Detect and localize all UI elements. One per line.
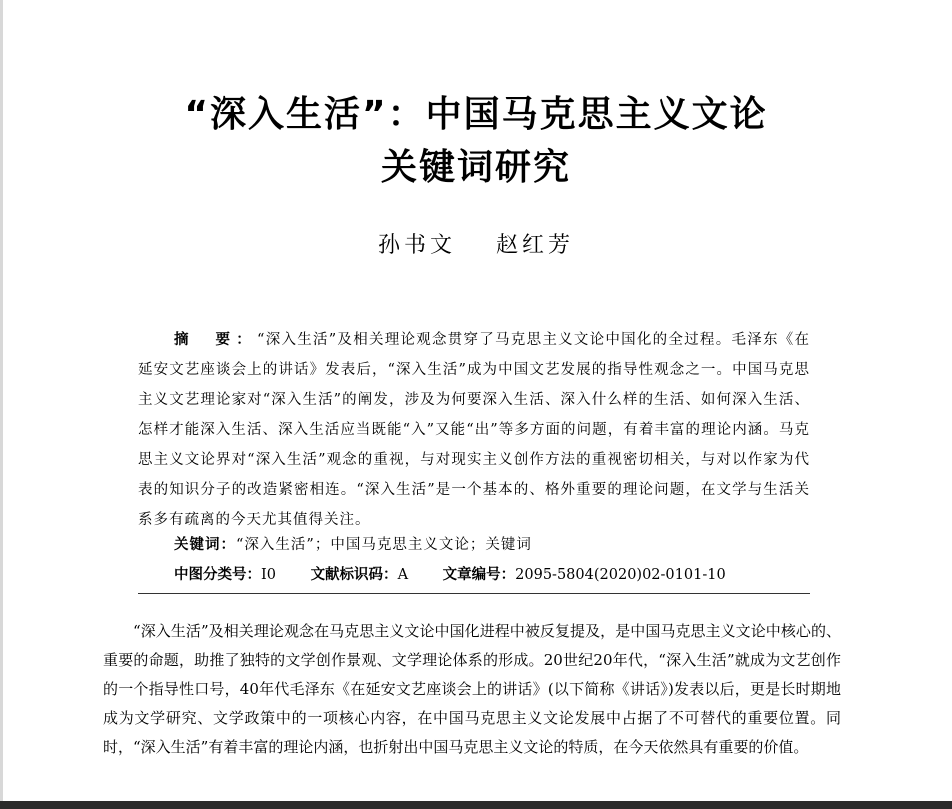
article-number-value: 2095-5804(2020)02-0101-10 — [515, 567, 726, 583]
divider — [138, 593, 810, 594]
article-number-label: 文章编号： — [442, 567, 516, 583]
abstract — [138, 325, 810, 535]
body-paragraph: “深入生活”及相关理论观念在马克思主义文论中国化进程中被反复提及，是中国马克思主义文论中核心的、重要的命题，助推了独特的文学创作景观、文学理论体系的形成。20世纪20年代，“深入生活”就成为文艺创作的一个指导性口号，40年代毛泽东《在延安文艺座谈会上的讲话》(以下简称《讲话》)发表以后，更是长时期地成为文学研究、文学政策中的一项核心内容，在中国马克思主义文论发展中占据了不可替代的重要位置。同时，“深入生活”有着丰富的理论内涵，也折射出中国马克思主义文论的特质，在今天依然具有重要的价值。 — [103, 622, 841, 756]
classification-line — [174, 560, 814, 590]
keywords-text: “深入生活”；中国马克思主义文论；关键词 — [236, 537, 532, 553]
keywords-label: 关键词： — [174, 537, 236, 553]
clc-label: 中图分类号： — [174, 567, 261, 583]
author-name: 赵红芳 — [496, 233, 575, 258]
title-line-1: “深入生活”：中国马克思主义文论 — [184, 94, 768, 135]
author-name: 孙书文 — [377, 233, 456, 258]
title-line-2: 关键词研究 — [380, 147, 571, 188]
author-list — [0, 228, 952, 259]
doc-code-label: 文献标识码： — [310, 567, 398, 583]
keywords — [174, 530, 814, 560]
abstract-label: 摘 要： — [174, 332, 258, 348]
clc-value: I0 — [261, 567, 276, 583]
viewer-bottom-bar — [0, 801, 952, 809]
doc-code-value: A — [397, 567, 409, 583]
abstract-text: “深入生活”及相关理论观念贯穿了马克思主义文论中国化的全过程。毛泽东《在延安文艺座谈会上的讲话》发表后，“深入生活”成为中国文艺发展的指导性观念之一。中国马克思主义文艺理论家对“深入生活”的阐发，涉及为何要深入生活、深入什么样的生活、如何深入生活、怎样才能深入生活、深入生活应当既能“入”又能“出”等多方面的问题，有着丰富的理论内涵。马克思主义文论界对“深入生活”观念的重视，与对现实主义创作方法的重视密切相关，与对以作家为代表的知识分子的改造紧密相连。“深入生活”是一个基本的、格外重要的理论问题，在文学与生活关系多有疏离的今天尤其值得关注。 — [138, 332, 810, 528]
